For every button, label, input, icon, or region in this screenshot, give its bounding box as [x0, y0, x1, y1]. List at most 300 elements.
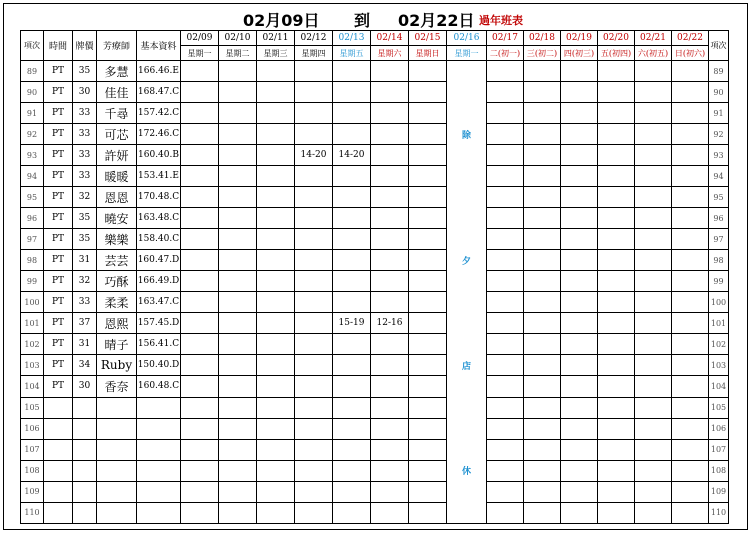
schedule-cell[interactable] — [672, 145, 709, 166]
schedule-cell[interactable] — [371, 166, 409, 187]
schedule-cell[interactable] — [524, 124, 561, 145]
row-index-right: 104 — [709, 376, 729, 397]
schedule-cell[interactable] — [598, 334, 635, 355]
schedule-cell[interactable] — [333, 103, 371, 124]
schedule-cell[interactable] — [672, 61, 709, 82]
schedule-cell[interactable] — [295, 82, 333, 103]
schedule-cell[interactable] — [219, 502, 257, 523]
schedule-cell[interactable] — [598, 292, 635, 313]
schedule-cell[interactable] — [635, 82, 672, 103]
schedule-cell[interactable] — [295, 271, 333, 292]
schedule-cell[interactable] — [561, 61, 598, 82]
schedule-cell[interactable] — [181, 103, 219, 124]
schedule-cell[interactable] — [295, 502, 333, 523]
schedule-cell[interactable] — [635, 103, 672, 124]
schedule-cell[interactable] — [524, 376, 561, 397]
schedule-cell[interactable] — [524, 208, 561, 229]
schedule-cell[interactable] — [257, 439, 295, 460]
schedule-cell[interactable] — [333, 418, 371, 439]
schedule-cell[interactable] — [409, 271, 447, 292]
schedule-cell[interactable] — [598, 187, 635, 208]
schedule-cell[interactable] — [524, 334, 561, 355]
schedule-cell[interactable] — [598, 313, 635, 334]
schedule-cell[interactable] — [409, 124, 447, 145]
schedule-cell[interactable] — [561, 166, 598, 187]
schedule-cell[interactable] — [487, 208, 524, 229]
schedule-cell[interactable] — [635, 355, 672, 376]
schedule-cell[interactable] — [487, 61, 524, 82]
schedule-cell[interactable] — [181, 334, 219, 355]
schedule-cell[interactable] — [672, 502, 709, 523]
schedule-cell[interactable] — [257, 397, 295, 418]
schedule-cell[interactable] — [333, 376, 371, 397]
schedule-cell[interactable] — [672, 250, 709, 271]
schedule-cell[interactable] — [561, 229, 598, 250]
schedule-cell[interactable] — [333, 61, 371, 82]
schedule-cell[interactable] — [409, 82, 447, 103]
schedule-cell[interactable] — [371, 271, 409, 292]
schedule-cell[interactable] — [181, 124, 219, 145]
schedule-cell[interactable] — [295, 460, 333, 481]
schedule-cell[interactable] — [181, 229, 219, 250]
schedule-cell[interactable] — [598, 481, 635, 502]
schedule-cell[interactable] — [181, 166, 219, 187]
schedule-cell[interactable] — [181, 82, 219, 103]
schedule-cell[interactable] — [219, 313, 257, 334]
schedule-cell[interactable] — [487, 460, 524, 481]
schedule-cell[interactable] — [561, 334, 598, 355]
schedule-cell[interactable] — [598, 376, 635, 397]
schedule-cell[interactable] — [295, 124, 333, 145]
schedule-cell[interactable] — [295, 313, 333, 334]
schedule-cell[interactable] — [598, 439, 635, 460]
schedule-cell[interactable] — [333, 271, 371, 292]
schedule-cell[interactable] — [524, 187, 561, 208]
schedule-cell[interactable] — [409, 166, 447, 187]
schedule-cell[interactable] — [181, 418, 219, 439]
schedule-cell[interactable] — [219, 145, 257, 166]
row-badge — [73, 481, 97, 502]
schedule-cell[interactable] — [371, 376, 409, 397]
schedule-cell[interactable] — [524, 418, 561, 439]
schedule-cell[interactable] — [333, 208, 371, 229]
row-index: 98 — [21, 250, 44, 271]
schedule-cell[interactable] — [295, 418, 333, 439]
schedule-cell[interactable] — [524, 439, 561, 460]
schedule-cell[interactable] — [219, 292, 257, 313]
row-time: PT — [44, 61, 73, 82]
schedule-cell[interactable] — [524, 397, 561, 418]
schedule-cell[interactable] — [409, 145, 447, 166]
schedule-cell[interactable] — [219, 460, 257, 481]
schedule-cell[interactable] — [371, 502, 409, 523]
schedule-cell[interactable] — [333, 460, 371, 481]
schedule-cell[interactable] — [635, 61, 672, 82]
schedule-cell[interactable] — [333, 166, 371, 187]
schedule-cell[interactable] — [219, 418, 257, 439]
schedule-cell[interactable] — [635, 124, 672, 145]
schedule-cell[interactable] — [487, 166, 524, 187]
row-index-right: 96 — [709, 208, 729, 229]
schedule-cell[interactable] — [672, 229, 709, 250]
schedule-cell[interactable] — [487, 145, 524, 166]
schedule-cell[interactable] — [635, 229, 672, 250]
schedule-cell[interactable] — [635, 334, 672, 355]
schedule-cell[interactable] — [635, 145, 672, 166]
schedule-cell[interactable] — [295, 166, 333, 187]
schedule-cell[interactable] — [181, 313, 219, 334]
schedule-cell[interactable] — [371, 334, 409, 355]
schedule-cell[interactable] — [257, 271, 295, 292]
schedule-cell[interactable] — [219, 334, 257, 355]
schedule-cell[interactable] — [219, 481, 257, 502]
schedule-cell[interactable] — [181, 376, 219, 397]
schedule-cell[interactable] — [257, 82, 295, 103]
schedule-cell[interactable] — [598, 229, 635, 250]
schedule-cell[interactable]: 14-20 — [333, 145, 371, 166]
schedule-cell[interactable] — [672, 271, 709, 292]
schedule-cell[interactable] — [561, 124, 598, 145]
schedule-cell[interactable] — [409, 460, 447, 481]
schedule-cell[interactable] — [487, 502, 524, 523]
schedule-cell[interactable] — [409, 502, 447, 523]
schedule-cell[interactable] — [561, 82, 598, 103]
table-row — [21, 334, 729, 355]
schedule-cell[interactable] — [635, 439, 672, 460]
schedule-cell[interactable] — [524, 145, 561, 166]
schedule-cell[interactable] — [371, 481, 409, 502]
schedule-cell[interactable] — [672, 418, 709, 439]
schedule-cell[interactable] — [181, 460, 219, 481]
schedule-cell[interactable] — [635, 271, 672, 292]
schedule-cell[interactable] — [333, 124, 371, 145]
schedule-cell[interactable] — [487, 439, 524, 460]
schedule-cell[interactable] — [257, 166, 295, 187]
schedule-cell[interactable] — [524, 250, 561, 271]
schedule-cell[interactable] — [598, 61, 635, 82]
schedule-cell[interactable] — [257, 376, 295, 397]
schedule-cell[interactable] — [257, 187, 295, 208]
schedule-cell[interactable] — [257, 145, 295, 166]
weekday-header: 三(初二) — [524, 46, 561, 61]
schedule-cell[interactable] — [524, 103, 561, 124]
schedule-cell[interactable] — [598, 103, 635, 124]
schedule-cell[interactable] — [524, 481, 561, 502]
schedule-cell[interactable] — [598, 418, 635, 439]
schedule-cell[interactable] — [524, 82, 561, 103]
schedule-cell[interactable] — [257, 250, 295, 271]
schedule-cell[interactable] — [181, 145, 219, 166]
schedule-cell[interactable] — [219, 271, 257, 292]
schedule-cell[interactable] — [257, 313, 295, 334]
schedule-cell[interactable] — [333, 439, 371, 460]
schedule-cell[interactable] — [371, 229, 409, 250]
schedule-cell[interactable] — [672, 82, 709, 103]
schedule-cell[interactable] — [219, 61, 257, 82]
schedule-cell[interactable] — [672, 334, 709, 355]
date-header: 02/20 — [598, 31, 635, 46]
schedule-cell[interactable] — [295, 229, 333, 250]
schedule-cell[interactable] — [561, 460, 598, 481]
schedule-cell[interactable] — [672, 481, 709, 502]
schedule-cell[interactable] — [409, 313, 447, 334]
schedule-cell[interactable] — [409, 187, 447, 208]
schedule-cell[interactable] — [561, 145, 598, 166]
schedule-cell[interactable] — [371, 61, 409, 82]
schedule-cell[interactable] — [295, 481, 333, 502]
schedule-cell[interactable] — [598, 355, 635, 376]
date-header: 02/16 — [447, 31, 487, 46]
schedule-cell[interactable] — [409, 376, 447, 397]
schedule-cell[interactable] — [371, 145, 409, 166]
schedule-cell[interactable] — [524, 460, 561, 481]
schedule-cell[interactable] — [371, 208, 409, 229]
schedule-cell[interactable] — [598, 397, 635, 418]
schedule-cell[interactable] — [524, 502, 561, 523]
schedule-cell[interactable] — [257, 418, 295, 439]
schedule-cell[interactable] — [524, 61, 561, 82]
schedule-cell[interactable] — [672, 460, 709, 481]
schedule-cell[interactable] — [181, 439, 219, 460]
schedule-cell[interactable] — [487, 82, 524, 103]
schedule-cell[interactable] — [487, 334, 524, 355]
schedule-cell[interactable] — [561, 439, 598, 460]
schedule-cell[interactable] — [561, 187, 598, 208]
schedule-cell[interactable] — [181, 208, 219, 229]
schedule-cell[interactable] — [487, 376, 524, 397]
schedule-cell[interactable] — [219, 208, 257, 229]
schedule-cell[interactable] — [409, 103, 447, 124]
schedule-cell[interactable] — [524, 292, 561, 313]
schedule-cell[interactable] — [257, 481, 295, 502]
schedule-cell[interactable] — [524, 229, 561, 250]
schedule-cell[interactable] — [598, 502, 635, 523]
schedule-cell[interactable] — [219, 124, 257, 145]
schedule-cell[interactable] — [672, 103, 709, 124]
schedule-cell[interactable] — [635, 502, 672, 523]
schedule-cell[interactable] — [524, 166, 561, 187]
schedule-cell[interactable] — [635, 187, 672, 208]
schedule-cell[interactable] — [295, 208, 333, 229]
schedule-cell[interactable] — [371, 355, 409, 376]
schedule-cell[interactable] — [635, 376, 672, 397]
schedule-cell[interactable] — [257, 355, 295, 376]
schedule-cell[interactable] — [409, 397, 447, 418]
schedule-cell[interactable] — [181, 61, 219, 82]
row-time: PT — [44, 82, 73, 103]
schedule-cell[interactable] — [409, 418, 447, 439]
schedule-cell[interactable] — [524, 313, 561, 334]
schedule-cell[interactable] — [487, 481, 524, 502]
schedule-cell[interactable] — [371, 103, 409, 124]
schedule-cell[interactable]: 14-20 — [295, 145, 333, 166]
schedule-cell[interactable] — [487, 103, 524, 124]
schedule-cell[interactable] — [487, 250, 524, 271]
schedule-cell[interactable] — [371, 82, 409, 103]
row-index: 89 — [21, 61, 44, 82]
schedule-cell[interactable] — [524, 355, 561, 376]
schedule-cell[interactable] — [333, 292, 371, 313]
schedule-cell[interactable] — [598, 208, 635, 229]
schedule-cell[interactable] — [371, 460, 409, 481]
schedule-cell[interactable] — [672, 124, 709, 145]
schedule-cell[interactable] — [635, 397, 672, 418]
schedule-cell[interactable] — [635, 460, 672, 481]
schedule-cell[interactable] — [561, 376, 598, 397]
schedule-cell[interactable] — [409, 250, 447, 271]
schedule-cell[interactable] — [672, 187, 709, 208]
date-header: 02/18 — [524, 31, 561, 46]
schedule-cell[interactable] — [561, 103, 598, 124]
schedule-cell[interactable] — [371, 439, 409, 460]
schedule-cell[interactable] — [524, 271, 561, 292]
schedule-cell[interactable] — [635, 292, 672, 313]
schedule-cell[interactable] — [409, 355, 447, 376]
schedule-cell[interactable] — [672, 208, 709, 229]
schedule-cell[interactable] — [635, 418, 672, 439]
schedule-cell[interactable] — [635, 250, 672, 271]
schedule-cell[interactable] — [333, 250, 371, 271]
schedule-cell[interactable] — [561, 271, 598, 292]
schedule-cell[interactable] — [672, 376, 709, 397]
schedule-cell[interactable] — [219, 355, 257, 376]
schedule-cell[interactable] — [219, 82, 257, 103]
schedule-cell[interactable] — [295, 61, 333, 82]
schedule-cell[interactable] — [257, 502, 295, 523]
schedule-cell[interactable] — [333, 502, 371, 523]
schedule-cell[interactable] — [598, 460, 635, 481]
schedule-cell[interactable] — [672, 355, 709, 376]
schedule-cell[interactable] — [295, 292, 333, 313]
schedule-cell[interactable] — [561, 313, 598, 334]
schedule-cell[interactable] — [257, 103, 295, 124]
schedule-cell[interactable] — [487, 271, 524, 292]
schedule-cell[interactable] — [598, 145, 635, 166]
schedule-cell[interactable] — [333, 334, 371, 355]
schedule-cell[interactable] — [409, 229, 447, 250]
schedule-cell[interactable] — [561, 208, 598, 229]
schedule-cell[interactable] — [635, 208, 672, 229]
schedule-cell[interactable] — [257, 292, 295, 313]
schedule-cell[interactable] — [409, 208, 447, 229]
schedule-cell[interactable] — [219, 103, 257, 124]
schedule-cell[interactable] — [635, 481, 672, 502]
schedule-cell[interactable] — [371, 292, 409, 313]
row-therapist-name: 芸芸 — [97, 250, 137, 271]
schedule-cell[interactable] — [561, 397, 598, 418]
schedule-cell[interactable] — [181, 187, 219, 208]
schedule-cell[interactable] — [672, 313, 709, 334]
schedule-cell[interactable] — [295, 187, 333, 208]
schedule-cell[interactable] — [295, 355, 333, 376]
schedule-cell[interactable] — [561, 292, 598, 313]
schedule-cell[interactable] — [371, 418, 409, 439]
schedule-cell[interactable] — [333, 187, 371, 208]
schedule-cell[interactable] — [371, 187, 409, 208]
schedule-cell[interactable] — [598, 271, 635, 292]
schedule-cell[interactable] — [295, 334, 333, 355]
schedule-cell[interactable] — [219, 397, 257, 418]
schedule-cell[interactable]: 12-16 — [371, 313, 409, 334]
schedule-cell[interactable] — [371, 250, 409, 271]
schedule-cell[interactable] — [487, 187, 524, 208]
schedule-cell[interactable] — [181, 397, 219, 418]
schedule-cell[interactable] — [598, 166, 635, 187]
schedule-cell[interactable] — [409, 292, 447, 313]
schedule-cell[interactable] — [333, 397, 371, 418]
row-time: PT — [44, 271, 73, 292]
schedule-cell[interactable] — [672, 292, 709, 313]
schedule-cell[interactable] — [409, 334, 447, 355]
schedule-cell[interactable] — [409, 439, 447, 460]
schedule-cell[interactable] — [219, 229, 257, 250]
schedule-cell[interactable] — [635, 166, 672, 187]
schedule-cell[interactable] — [257, 208, 295, 229]
schedule-cell[interactable] — [598, 250, 635, 271]
schedule-cell[interactable] — [672, 439, 709, 460]
schedule-cell[interactable] — [487, 418, 524, 439]
schedule-cell[interactable] — [598, 82, 635, 103]
schedule-cell[interactable] — [295, 439, 333, 460]
schedule-cell[interactable] — [371, 397, 409, 418]
schedule-cell[interactable] — [561, 481, 598, 502]
schedule-cell[interactable] — [333, 355, 371, 376]
schedule-cell[interactable] — [295, 250, 333, 271]
schedule-cell[interactable] — [181, 250, 219, 271]
schedule-cell[interactable] — [487, 124, 524, 145]
schedule-cell[interactable] — [181, 481, 219, 502]
schedule-cell[interactable] — [181, 292, 219, 313]
schedule-cell[interactable] — [487, 355, 524, 376]
schedule-cell[interactable] — [333, 481, 371, 502]
schedule-cell[interactable] — [635, 313, 672, 334]
schedule-cell[interactable] — [561, 502, 598, 523]
schedule-cell[interactable] — [257, 334, 295, 355]
schedule-cell[interactable] — [672, 166, 709, 187]
schedule-cell[interactable] — [181, 355, 219, 376]
schedule-cell[interactable] — [487, 229, 524, 250]
schedule-cell[interactable] — [295, 397, 333, 418]
schedule-cell[interactable] — [181, 502, 219, 523]
schedule-cell[interactable] — [561, 418, 598, 439]
schedule-cell[interactable] — [333, 229, 371, 250]
schedule-cell[interactable] — [487, 313, 524, 334]
schedule-cell[interactable] — [487, 397, 524, 418]
schedule-cell[interactable] — [219, 166, 257, 187]
schedule-cell[interactable] — [487, 292, 524, 313]
schedule-cell[interactable] — [333, 82, 371, 103]
schedule-cell[interactable] — [409, 481, 447, 502]
schedule-cell[interactable] — [295, 103, 333, 124]
schedule-cell[interactable] — [409, 61, 447, 82]
schedule-cell[interactable] — [295, 376, 333, 397]
schedule-cell[interactable] — [598, 124, 635, 145]
schedule-cell[interactable] — [561, 250, 598, 271]
schedule-cell[interactable] — [219, 376, 257, 397]
schedule-cell[interactable] — [672, 397, 709, 418]
schedule-cell[interactable] — [257, 460, 295, 481]
schedule-cell[interactable] — [181, 271, 219, 292]
schedule-cell[interactable] — [219, 439, 257, 460]
schedule-cell[interactable]: 15-19 — [333, 313, 371, 334]
schedule-cell[interactable] — [561, 355, 598, 376]
schedule-cell[interactable] — [257, 229, 295, 250]
schedule-cell[interactable] — [257, 61, 295, 82]
schedule-cell[interactable] — [371, 124, 409, 145]
schedule-cell[interactable] — [257, 124, 295, 145]
schedule-cell[interactable] — [219, 250, 257, 271]
schedule-cell[interactable] — [219, 187, 257, 208]
